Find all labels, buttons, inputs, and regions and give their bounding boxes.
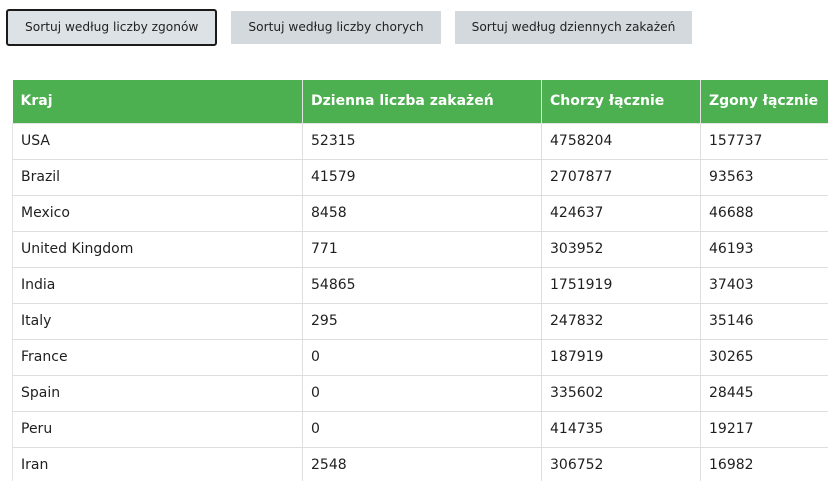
cell-total-cases: 306752 bbox=[542, 447, 701, 481]
cell-daily-infections: 0 bbox=[303, 339, 542, 375]
cell-total-deaths: 37403 bbox=[701, 267, 828, 303]
cell-total-cases: 414735 bbox=[542, 411, 701, 447]
sort-by-daily-infections-button[interactable]: Sortuj według dziennych zakażeń bbox=[455, 11, 693, 44]
header-total-cases: Chorzy łącznie bbox=[542, 80, 701, 123]
table-row bbox=[13, 267, 828, 303]
cell-total-deaths: 16982 bbox=[701, 447, 828, 481]
table-row bbox=[13, 159, 828, 195]
cell-total-cases: 247832 bbox=[542, 303, 701, 339]
cell-total-cases: 1751919 bbox=[542, 267, 701, 303]
cell-total-deaths: 30265 bbox=[701, 339, 828, 375]
cell-country: United Kingdom bbox=[13, 231, 303, 267]
cell-total-deaths: 46688 bbox=[701, 195, 828, 231]
table-row bbox=[13, 123, 828, 159]
cell-country: Spain bbox=[13, 375, 303, 411]
cell-country: Iran bbox=[13, 447, 303, 481]
sort-by-deaths-button[interactable]: Sortuj według liczby zgonów bbox=[6, 9, 217, 46]
cell-total-cases: 187919 bbox=[542, 339, 701, 375]
cell-country: USA bbox=[13, 123, 303, 159]
cell-total-deaths: 35146 bbox=[701, 303, 828, 339]
table-row bbox=[13, 411, 828, 447]
cell-total-cases: 335602 bbox=[542, 375, 701, 411]
cell-country: India bbox=[13, 267, 303, 303]
cell-daily-infections: 8458 bbox=[303, 195, 542, 231]
sort-by-cases-button[interactable]: Sortuj według liczby chorych bbox=[231, 11, 440, 44]
table-header-row bbox=[13, 80, 828, 123]
cell-daily-infections: 0 bbox=[303, 375, 542, 411]
cell-total-cases: 4758204 bbox=[542, 123, 701, 159]
covid-table-container bbox=[12, 80, 828, 481]
cell-daily-infections: 771 bbox=[303, 231, 542, 267]
table-row bbox=[13, 231, 828, 267]
cell-total-deaths: 19217 bbox=[701, 411, 828, 447]
cell-total-deaths: 46193 bbox=[701, 231, 828, 267]
sort-toolbar bbox=[6, 9, 692, 46]
cell-country: Peru bbox=[13, 411, 303, 447]
table-row bbox=[13, 339, 828, 375]
cell-country: Italy bbox=[13, 303, 303, 339]
cell-daily-infections: 52315 bbox=[303, 123, 542, 159]
table-row bbox=[13, 447, 828, 481]
cell-daily-infections: 41579 bbox=[303, 159, 542, 195]
cell-country: France bbox=[13, 339, 303, 375]
header-daily-infections: Dzienna liczba zakażeń bbox=[303, 80, 542, 123]
cell-country: Brazil bbox=[13, 159, 303, 195]
header-total-deaths: Zgony łącznie bbox=[701, 80, 828, 123]
cell-daily-infections: 2548 bbox=[303, 447, 542, 481]
table-row bbox=[13, 303, 828, 339]
cell-daily-infections: 295 bbox=[303, 303, 542, 339]
table-row bbox=[13, 375, 828, 411]
cell-country: Mexico bbox=[13, 195, 303, 231]
cell-total-deaths: 28445 bbox=[701, 375, 828, 411]
cell-total-cases: 303952 bbox=[542, 231, 701, 267]
cell-total-cases: 2707877 bbox=[542, 159, 701, 195]
header-country: Kraj bbox=[13, 80, 303, 123]
cell-total-cases: 424637 bbox=[542, 195, 701, 231]
cell-total-deaths: 157737 bbox=[701, 123, 828, 159]
cell-total-deaths: 93563 bbox=[701, 159, 828, 195]
cell-daily-infections: 54865 bbox=[303, 267, 542, 303]
covid-stats-table bbox=[12, 80, 828, 481]
cell-daily-infections: 0 bbox=[303, 411, 542, 447]
table-row bbox=[13, 195, 828, 231]
